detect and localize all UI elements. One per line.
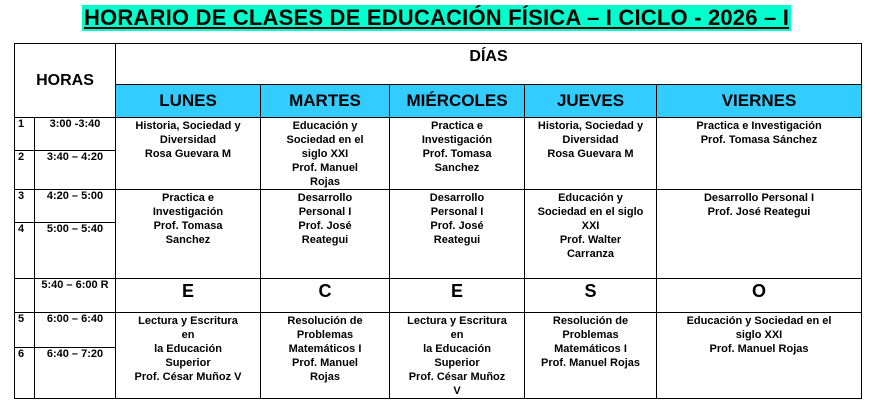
time-slot: 5:40 – 6:00 R [35,279,116,313]
class-line: Desarrollo [429,192,485,204]
horas-header: HORAS [15,44,116,118]
class-line: Rojas [310,371,340,383]
class-line: V [453,385,461,397]
class-line: Prof. César Muñoz [408,371,506,383]
schedule-table [14,43,862,399]
class-line: Educación y [292,120,358,132]
class-line: Diversidad [159,134,217,146]
class-line: XXI [581,220,600,232]
class-line: Personal I [298,206,352,218]
class-line: Investigación [152,206,224,218]
class-line: Prof. Tomasa [422,148,492,160]
day-header-wednesday: MIÉRCOLES [390,85,525,118]
class-line: Personal I [430,206,484,218]
class-line: en [450,329,464,341]
class-line: Desarrollo Personal I [703,192,815,204]
time-slot: 3:40 – 4:20 [35,151,116,190]
class-line: Lectura y Escritura [407,315,507,327]
class-cell [390,190,525,279]
class-line: Sanchez [434,162,480,174]
class-line: Prof. Tomasa [153,220,223,232]
class-line: Problemas [562,329,619,341]
class-line: Resolución de [552,315,629,327]
class-line: Problemas [296,329,354,341]
class-line: Carranza [566,248,615,260]
class-line: Prof. Manuel Rojas [709,343,809,355]
time-slot: 5:00 – 5:40 [35,223,116,279]
class-cell [116,118,261,190]
day-header-friday: VIERNES [657,85,862,118]
class-line: Rosa Guevara M [144,148,232,160]
class-cell [525,313,657,399]
row-number: 1 [15,118,35,151]
row-number: 6 [15,348,35,399]
page-title: HORARIO DE CLASES DE EDUCACIÓN FÍSICA – I CICLO - 2026 – I [83,5,790,30]
class-cell [657,118,862,190]
class-cell [657,313,862,399]
class-line: Prof. Tomasa Sánchez [700,134,818,146]
class-cell [116,313,261,399]
recess-letter: C [261,279,390,313]
class-line: Rojas [310,176,340,188]
recess-letter: O [657,279,862,313]
class-cell [525,118,657,190]
recess-letter: E [390,279,525,313]
class-line: Reategui [433,234,481,246]
recess-letter: E [116,279,261,313]
class-line: Superior [434,357,480,369]
class-line: Practica e Investigación [696,120,822,132]
class-cell [261,118,390,190]
class-line: Prof. César Muñoz V [134,371,242,383]
class-line: la Educación [154,343,222,355]
class-line: Historia, Sociedad y [135,120,241,132]
class-line: Prof. José [298,220,352,232]
class-cell [261,190,390,279]
class-line: Reategui [301,234,349,246]
time-slot: 6:40 – 7:20 [35,348,116,399]
class-line: Matemáticos I [554,343,627,355]
class-cell [390,118,525,190]
day-header-thursday: JUEVES [525,85,657,118]
class-line: Diversidad [562,134,619,146]
class-line: Historia, Sociedad y [537,120,644,132]
class-line: Educación y [558,192,623,204]
class-line: Sociedad en el [286,134,364,146]
class-line: Rosa Guevara M [547,148,634,160]
class-line: Resolución de [287,315,363,327]
class-line: Educación y Sociedad en el [686,315,832,327]
class-line: Prof. Manuel [291,162,358,174]
class-line: siglo XXI [735,329,783,341]
class-line: Desarrollo [297,192,353,204]
class-line: Prof. Walter [559,234,622,246]
class-line: Prof. Manuel [291,357,358,369]
row-number: 5 [15,313,35,348]
day-header-monday: LUNES [116,85,261,118]
class-line: Lectura y Escritura [138,315,238,327]
class-line: Prof. José Reategui [707,206,811,218]
row-number: 4 [15,223,35,279]
class-line: en [181,329,195,341]
time-slot: 3:00 -3:40 [35,118,116,151]
class-cell [261,313,390,399]
class-line: Sanchez [165,234,211,246]
class-line: Practica e [162,192,214,204]
class-line: Prof. José [430,220,484,232]
class-line: siglo XXI [301,148,349,160]
time-slot: 6:00 – 6:40 [35,313,116,348]
class-cell [525,190,657,279]
class-line: Practica e [431,120,483,132]
class-cell [657,190,862,279]
class-line: Investigación [421,134,493,146]
class-line: la Educación [423,343,491,355]
row-number: 2 [15,151,35,190]
row-number: 3 [15,190,35,223]
dias-header: DÍAS [116,44,862,85]
class-cell [390,313,525,399]
class-line: Superior [165,357,211,369]
title-container [0,5,873,31]
time-slot: 4:20 – 5:00 [35,190,116,223]
day-header-tuesday: MARTES [261,85,390,118]
class-line: Sociedad en el siglo [537,206,644,218]
class-cell [116,190,261,279]
recess-letter: S [525,279,657,313]
class-line: Matemáticos I [288,343,362,355]
class-line: Prof. Manuel Rojas [540,357,641,369]
row-number [15,279,35,313]
